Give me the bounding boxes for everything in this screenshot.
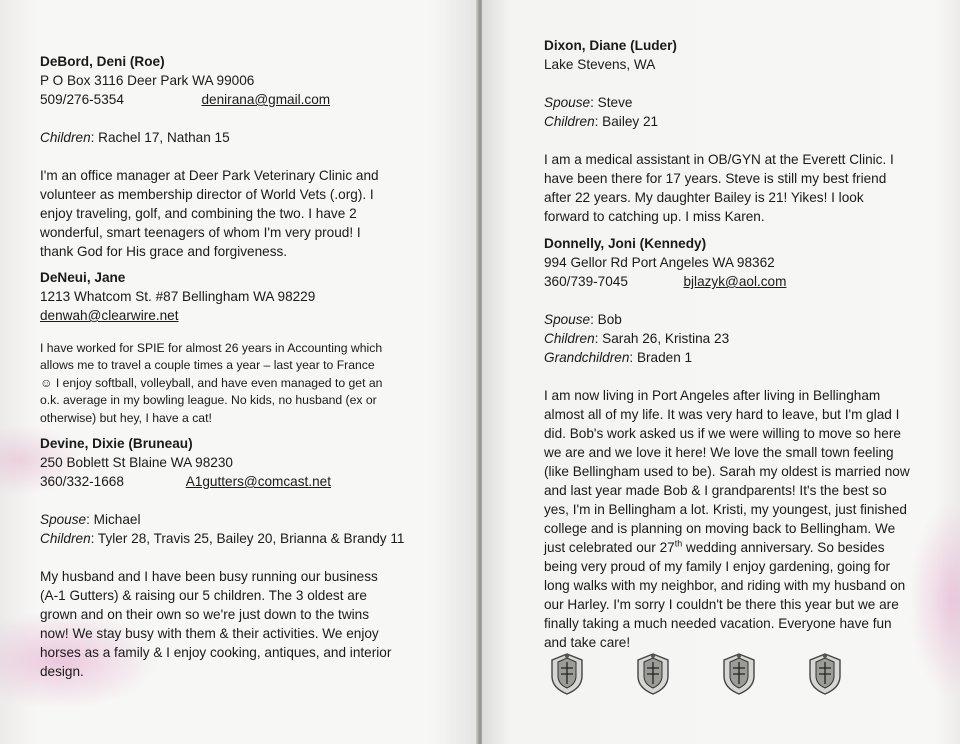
entry-phone: 360/739-7045 (544, 274, 628, 289)
entry-address: Lake Stevens, WA (544, 57, 656, 72)
left-page (0, 0, 478, 744)
crest-emblem-icon (546, 650, 588, 696)
children-label: Children (40, 531, 91, 546)
entry-name: Donnelly, Joni (Kennedy) (544, 236, 707, 251)
spouse-value: : Steve (590, 95, 633, 110)
spouse-value: : Bob (590, 312, 622, 327)
entry-address: P O Box 3116 Deer Park WA 99006 (40, 73, 255, 88)
entry-deneui (40, 268, 450, 427)
entry-phone: 360/332-1668 (40, 474, 124, 489)
bio-text-part2: wedding anniversary. So besides being very proud of my family I enjoy gardening, going for long walks with my neighbor, and riding with my husband on our Harley. I'm sorry I couldn't be there this year but we are finally taking a much needed vacation. Everyone have fun and take care! (544, 540, 906, 650)
entry-bio: I am a medical assistant in OB/GYN at the Everett Clinic. I have been there for 17 years. Steve is still my best friend after 22 years. My daughter Bailey is 21! Yikes! I look forward to catching up. I miss Karen. (544, 152, 894, 224)
children-value: : Bailey 21 (594, 114, 659, 129)
spouse-label: Spouse (544, 312, 591, 327)
crest-emblem-icon (632, 650, 674, 696)
entry-bio (544, 386, 912, 652)
spouse-value: : Michael (86, 512, 141, 527)
entry-devine (40, 434, 460, 681)
right-page (482, 0, 960, 744)
entry-address: 994 Gellor Rd Port Angeles WA 98362 (544, 255, 775, 270)
bio-text-part1: I am now living in Port Angeles after living in Bellingham almost all of my life. It was very hard to leave, but I'm glad I did. Bob's work asked us if we were willing to move so here we are and we love it here! We love the small town feeling (like Bellingham used to be). Sarah my oldest is married now and last year made Bob & I grandparents! It's the best so yes, I'm in Bellingham a lot. Kristi, my youngest, just finished college and is planning on moving back to Bellingham. We just celebrated our 27 (544, 388, 910, 555)
spouse-label: Spouse (40, 512, 87, 527)
crest-emblem-icon (804, 650, 846, 696)
children-label: Children (544, 331, 595, 346)
entry-phone: 509/276-5354 (40, 92, 124, 107)
grandchildren-label: Grandchildren (544, 350, 630, 365)
children-label: Children (544, 114, 595, 129)
entry-donnelly (544, 234, 944, 652)
grandchildren-value: : Braden 1 (629, 350, 693, 365)
entry-name: DeNeui, Jane (40, 270, 126, 285)
entry-email[interactable]: denirana@gmail.com (201, 92, 331, 107)
entry-bio: My husband and I have been busy running our business (A-1 Gutters) & raising our 5 children. The 3 oldest are grown and on their own so we're just down to the twins now! We stay busy with them & their activities. We enjoy horses as a family & I enjoy cooking, antiques, and interior design. (40, 569, 392, 679)
entry-address: 250 Boblett St Blaine WA 98230 (40, 455, 233, 470)
entry-email[interactable]: A1gutters@comcast.net (185, 474, 331, 489)
crest-emblem-icon (718, 650, 760, 696)
entry-email[interactable]: denwah@clearwire.net (40, 308, 179, 323)
spouse-label: Spouse (544, 95, 591, 110)
entry-name: DeBord, Deni (Roe) (40, 54, 165, 69)
entry-email[interactable]: bjlazyk@aol.com (683, 274, 787, 289)
entry-address: 1213 Whatcom St. #87 Bellingham WA 98229 (40, 289, 316, 304)
entry-bio: I have worked for SPIE for almost 26 years in Accounting which allows me to travel a couple times a year – last year to France☺ I enjoy softball, volleyball, and have even managed to get an o.k. average in my bowling league. No kids, no husband (ex or otherwise) but hey, I have a cat! (40, 341, 383, 425)
children-value: : Rachel 17, Nathan 15 (90, 130, 230, 145)
children-value: : Sarah 26, Kristina 23 (594, 331, 730, 346)
entry-dixon (544, 36, 944, 226)
children-label: Children (40, 130, 91, 145)
entry-debord (40, 52, 450, 261)
entry-bio: I'm an office manager at Deer Park Veterinary Clinic and volunteer as membership director of World Vets (.org). I enjoy traveling, golf, and combining the two. I have 2 wonderful, smart teenagers of whom I'm very proud! I thank God for His grace and forgiveness. (40, 168, 379, 259)
entry-name: Devine, Dixie (Bruneau) (40, 436, 193, 451)
children-value: : Tyler 28, Travis 25, Bailey 20, Brianna & Brandy 11 (90, 531, 405, 546)
entry-name: Dixon, Diane (Luder) (544, 38, 677, 53)
ordinal-suffix: th (674, 538, 683, 549)
